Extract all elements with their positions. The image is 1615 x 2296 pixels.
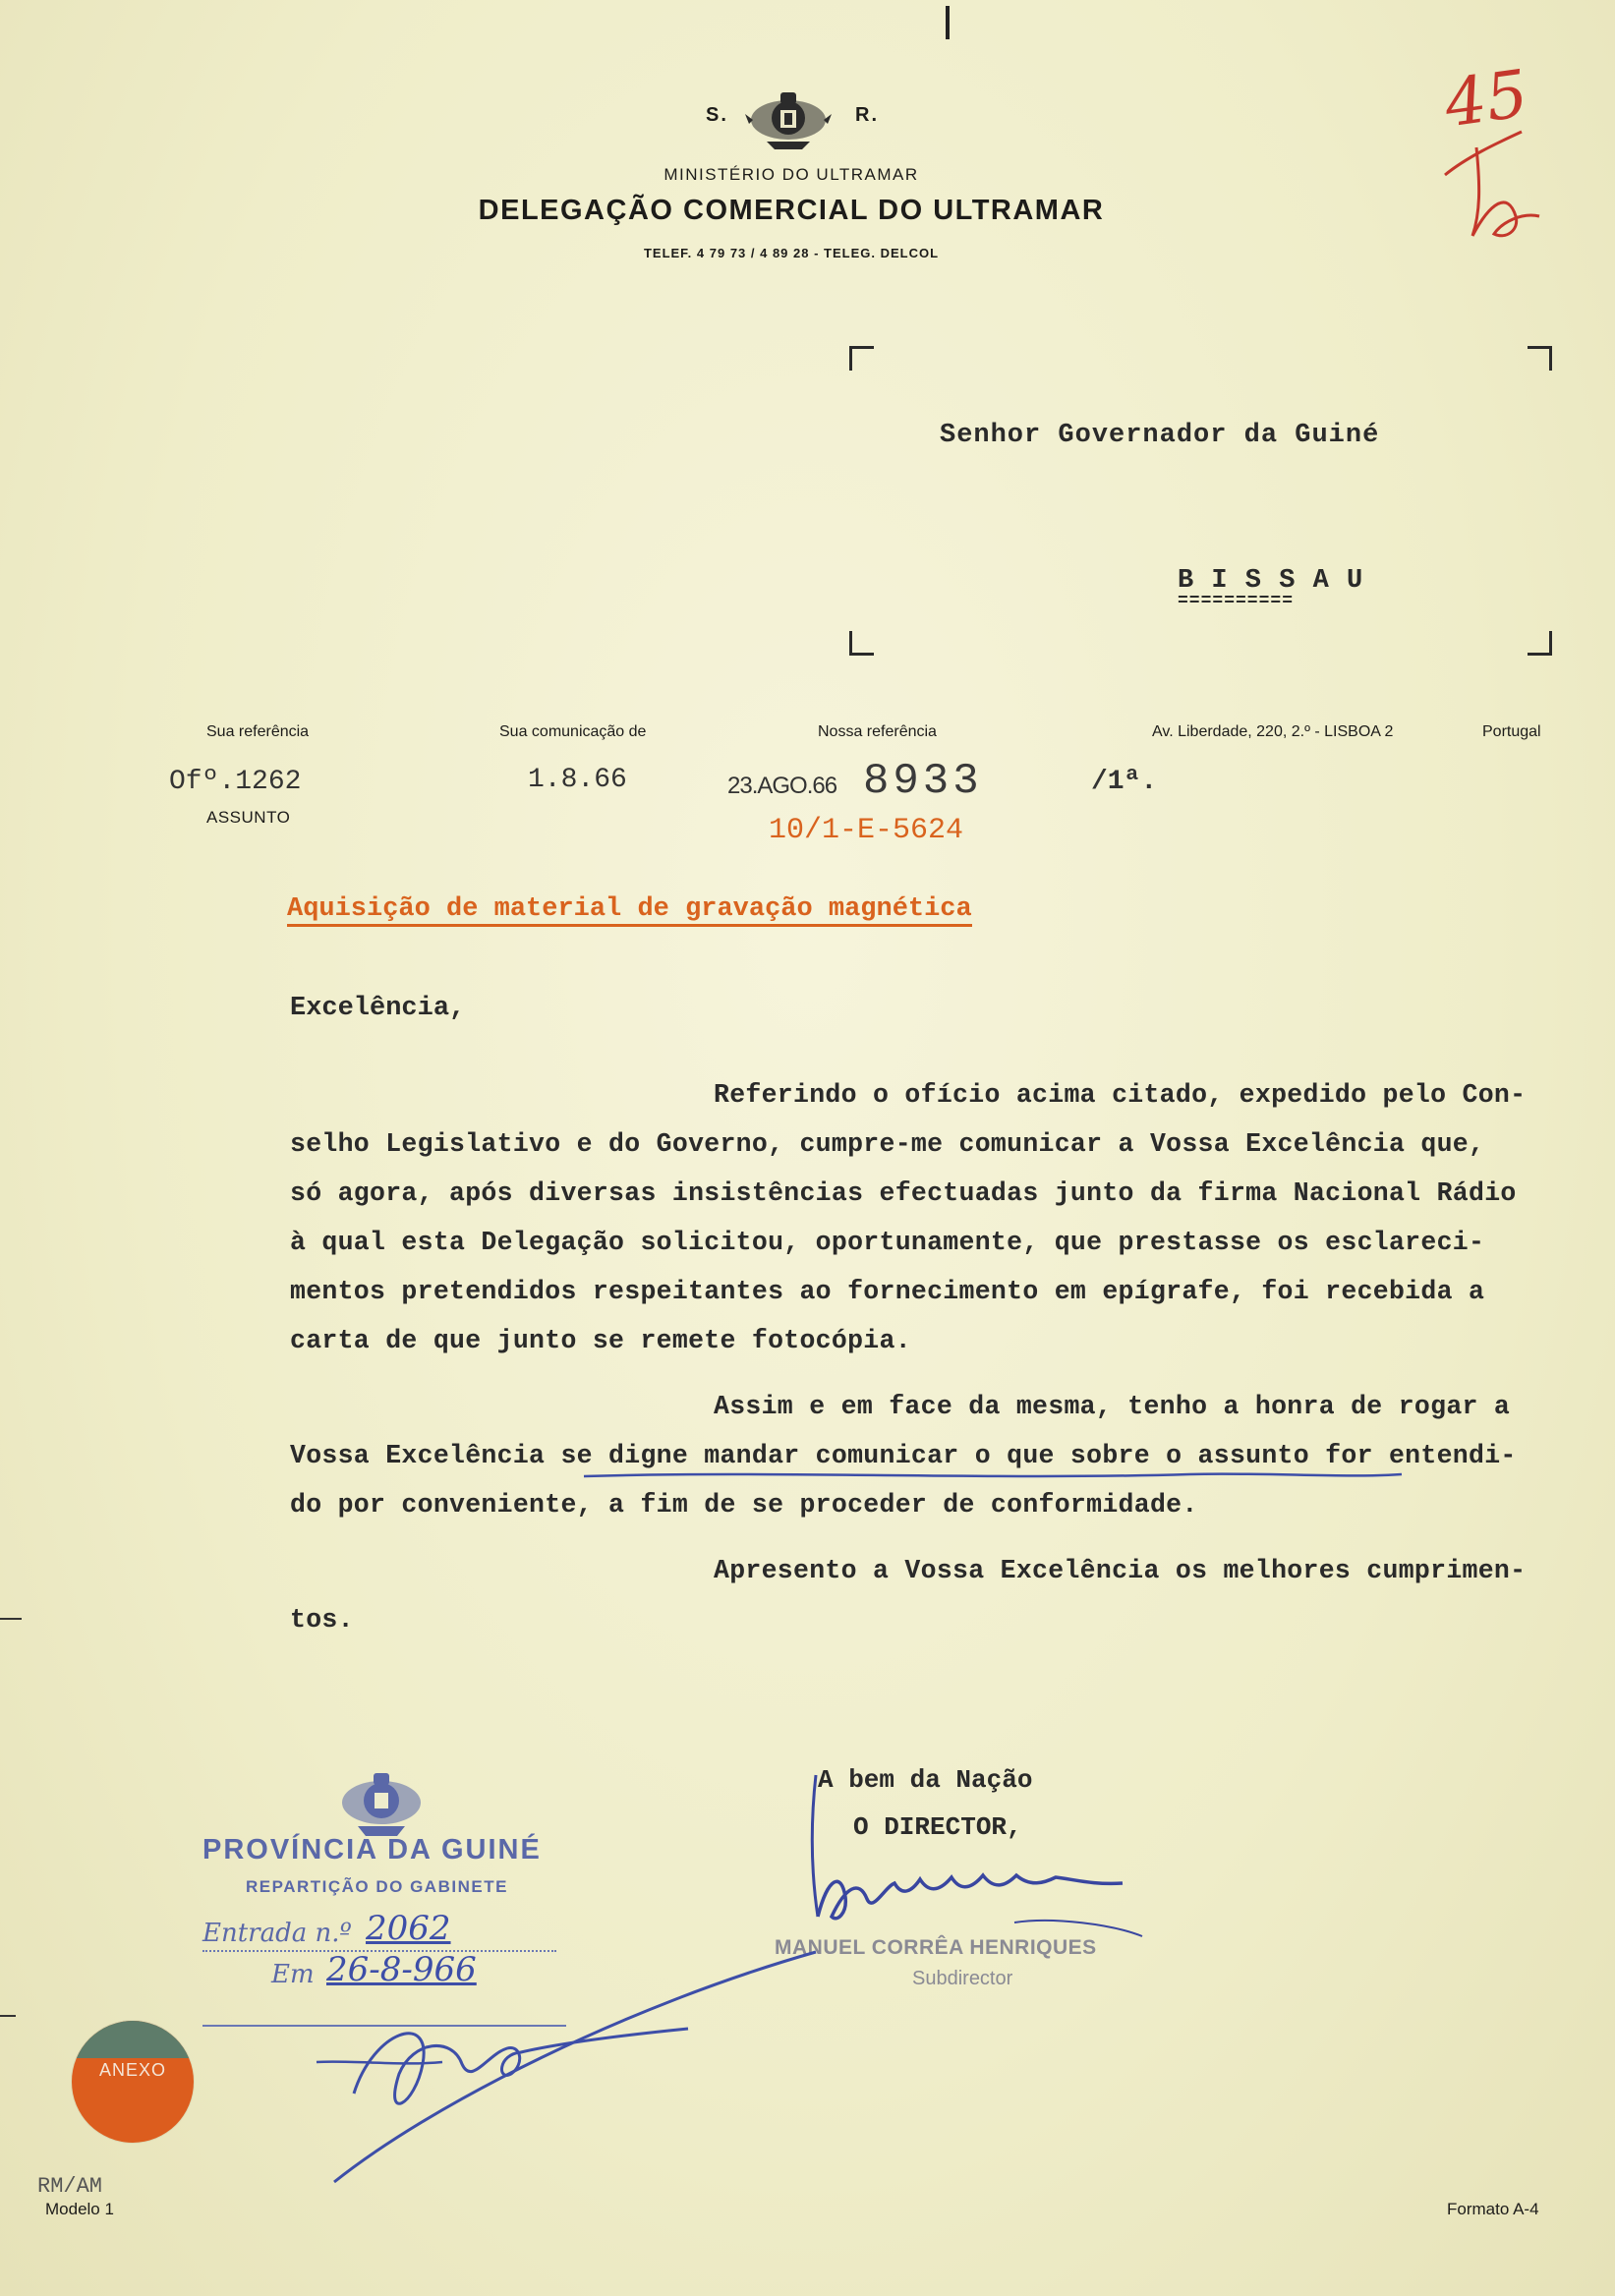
annex-seal-top bbox=[72, 2021, 194, 2058]
folio-scribble bbox=[1437, 118, 1555, 256]
signatory-title: Subdirector bbox=[912, 1968, 1013, 1989]
body-line: mentos pretendidos respeitantes ao fornecimento em epígrafe, foi recebida a bbox=[290, 1277, 1485, 1306]
label-our-reference: Nossa referência bbox=[818, 723, 937, 740]
province-emblem-icon bbox=[334, 1765, 429, 1840]
department-name: REPARTIÇÃO DO GABINETE bbox=[246, 1877, 508, 1896]
subject-text: Aquisição de material de gravação magnética bbox=[287, 894, 972, 927]
recipient-name: Senhor Governador da Guiné bbox=[940, 421, 1380, 450]
label-your-reference: Sua referência bbox=[206, 723, 310, 740]
contact-line: TELEF. 4 79 73 / 4 89 28 - TELEG. DELCOL bbox=[643, 246, 940, 260]
typist-initials: RM/AM bbox=[37, 2174, 103, 2199]
recipient-city: B I S S A U bbox=[1178, 566, 1364, 596]
annex-label: ANEXO bbox=[98, 2060, 167, 2080]
body-line: selho Legislativo e do Governo, cumpre-me comunicar a Vossa Excelência que, bbox=[290, 1129, 1485, 1159]
salutation: Excelência, bbox=[290, 994, 466, 1023]
date-stamp: 23.AGO.66 bbox=[727, 773, 837, 799]
body-line: só agora, após diversas insistências efectuadas junto da firma Nacional Rádio bbox=[290, 1178, 1517, 1208]
closing-line-1: A bem da Nação bbox=[818, 1765, 1033, 1795]
body-line: tos. bbox=[290, 1605, 354, 1635]
window-corner-bottom-right bbox=[1528, 631, 1552, 656]
annex-seal bbox=[72, 2021, 194, 2143]
file-code: 10/1-E-5624 bbox=[769, 814, 964, 847]
form-model: Modelo 1 bbox=[45, 2200, 114, 2218]
window-corner-top-right bbox=[1528, 346, 1552, 371]
body-line: Assim e em face da mesma, tenho a honra de rogar a bbox=[714, 1392, 1511, 1421]
coat-of-arms-icon bbox=[743, 85, 834, 153]
body-line: Apresento a Vossa Excelência os melhores cumprimen- bbox=[714, 1556, 1527, 1585]
paper-format: Formato A-4 bbox=[1447, 2200, 1539, 2218]
sender-country: Portugal bbox=[1482, 723, 1541, 740]
date-label: Em bbox=[271, 1960, 315, 1989]
your-communication-value: 1.8.66 bbox=[528, 765, 627, 795]
body-line: Referindo o ofício acima citado, expedido pelo Con- bbox=[714, 1080, 1527, 1110]
body-line: à qual esta Delegação solicitou, oportunamente, que prestasse os esclareci- bbox=[290, 1228, 1485, 1257]
letterhead-left-mark: S. bbox=[706, 104, 728, 126]
entry-number: 2062 bbox=[366, 1909, 451, 1948]
subject-label: ASSUNTO bbox=[206, 808, 291, 827]
fold-mark-left-1 bbox=[0, 1618, 22, 1620]
office-title: DELEGAÇÃO COMERCIAL DO ULTRAMAR bbox=[478, 195, 1105, 226]
ministry-name: MINISTÉRIO DO ULTRAMAR bbox=[663, 165, 919, 184]
dispatch-scribble bbox=[315, 1946, 826, 2192]
window-corner-top-left bbox=[849, 346, 874, 371]
recipient-city-underline: ========== bbox=[1178, 592, 1295, 611]
received-date: 26-8-966 bbox=[326, 1950, 477, 1989]
reference-suffix: /1ª. bbox=[1091, 767, 1158, 797]
director-signature bbox=[798, 1769, 1152, 1946]
label-your-communication: Sua comunicação de bbox=[499, 723, 647, 740]
body-line: Vossa Excelência se digne mandar comunicar o que sobre o assunto for entendi- bbox=[290, 1441, 1517, 1470]
window-corner-bottom-left bbox=[849, 631, 874, 656]
body-line: carta de que junto se remete fotocópia. bbox=[290, 1326, 911, 1355]
top-edge-mark bbox=[946, 6, 950, 39]
fold-mark-left-2 bbox=[0, 2015, 16, 2017]
signatory-stamp: MANUEL CORRÊA HENRIQUES bbox=[775, 1936, 1097, 1959]
your-reference-value: Ofº.1262 bbox=[169, 767, 302, 797]
subject-line bbox=[287, 894, 972, 924]
entry-label: Entrada n.º bbox=[202, 1919, 352, 1948]
folio-number: 45 bbox=[1440, 55, 1532, 143]
closing-line-2: O DIRECTOR, bbox=[853, 1812, 1022, 1842]
sender-address: Av. Liberdade, 220, 2.º - LISBOA 2 bbox=[1152, 723, 1394, 740]
letterhead-right-mark: R. bbox=[855, 104, 879, 126]
province-name: PROVÍNCIA DA GUINÉ bbox=[202, 1834, 542, 1866]
body-line: do por conveniente, a fim de se proceder de conformidade. bbox=[290, 1490, 1198, 1520]
reference-number: 8933 bbox=[863, 757, 983, 806]
